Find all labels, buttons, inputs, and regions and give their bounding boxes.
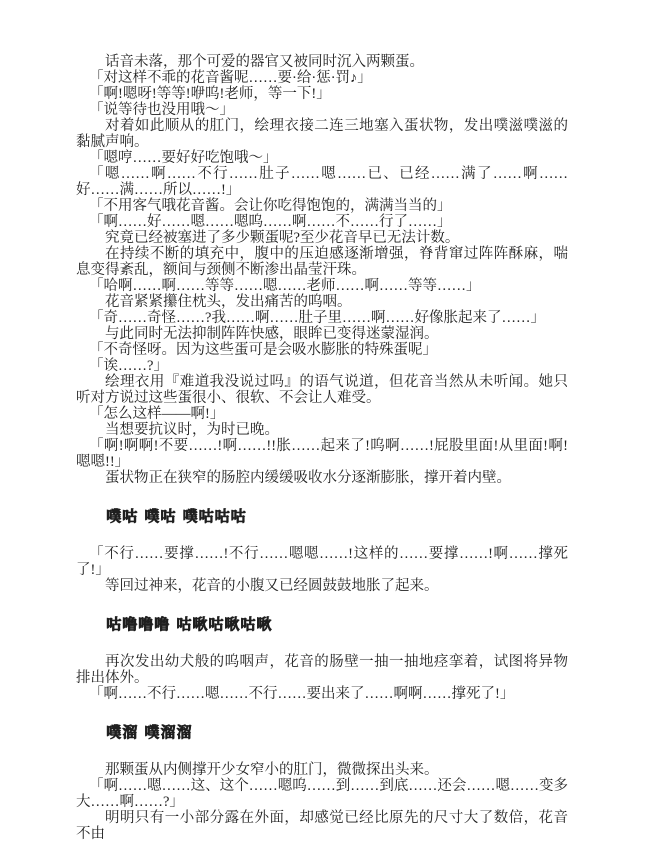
narration-paragraph: 花音紧紧攥住枕头，发出痛苦的呜咽。 (105, 294, 352, 310)
dialogue-line: 「对这样不乖的花音酱呢……要·给·惩·罚♪」 (89, 70, 372, 86)
dialogue-line: 「啊……不行……嗯……不行……要出来了……啊啊……撑死了!」 (89, 686, 515, 702)
narration-paragraph: 那颗蛋从内侧撑开少女窄小的肛门，微微探出头来。 (105, 762, 439, 778)
narration-paragraph: 当想要抗议时，为时已晚。 (105, 422, 279, 438)
dialogue-line: 「啊!啊啊!不要……!啊……!!胀……起来了!呜啊……!屁股里面!从里面!啊!嗯嗯!!」 (76, 438, 568, 470)
dialogue-line: 「说等待也没用哦～」 (89, 102, 235, 118)
narration-paragraph: 对着如此顺从的肛门，绘理衣接二连三地塞入蛋状物，发出噗滋噗滋的黏腻声响。 (76, 118, 568, 150)
dialogue-line: 「不行……要撑……!不行……嗯嗯……!这样的……要撑……!啊……撑死了!」 (76, 546, 568, 578)
narration-paragraph: 话音未落，那个可爱的器官又被同时沉入两颗蛋。 (105, 54, 424, 70)
narration-paragraph: 绘理衣用『难道我没说过吗』的语气说道，但花音当然从未听闻。她只听对方说过这些蛋很小、很软、不会让人难受。 (76, 374, 568, 406)
narration-paragraph: 在持续不断的填充中，腹中的压迫感逐渐增强，脊背窜过阵阵酥麻，喘息变得紊乱，额间与颈侧不断渗出晶莹汗珠。 (76, 246, 568, 278)
dialogue-line: 「啊!嗯呀!等等!咿呜!老师，等一下!」 (89, 86, 331, 102)
sfx-line: 噗溜 噗溜溜 (106, 723, 193, 741)
narration-paragraph: 等回过神来，花音的小腹又已经圆鼓鼓地胀了起来。 (105, 578, 439, 594)
narration-paragraph: 与此同时无法抑制阵阵快感，眼眸已变得迷蒙湿润。 (105, 326, 439, 342)
dialogue-line: 「嗯哼……要好好吃饱哦～」 (89, 150, 278, 166)
dialogue-line: 「诶……?」 (89, 358, 168, 374)
sfx-line: 噗咕 噗咕 噗咕咕咕 (106, 507, 247, 525)
dialogue-line: 「怎么这样——啊!」 (89, 406, 225, 422)
dialogue-line: 「哈啊……啊……等等……嗯……老师……啊……等等……」 (89, 278, 481, 294)
dialogue-line: 「嗯……啊……不行……肚子……嗯……已、已经……满了……啊……好……满……所以……!」 (76, 166, 568, 198)
dialogue-line: 「不用客气哦花音酱。会让你吃得饱饱的，满满当当的」 (89, 198, 452, 214)
narration-paragraph: 再次发出幼犬般的呜咽声，花音的肠壁一抽一抽地痉挛着，试图将异物排出体外。 (76, 654, 568, 686)
dialogue-line: 「啊……嗯……这、这个……嗯呜……到……到底……还会……嗯……变多大……啊……?」 (76, 778, 568, 810)
dialogue-line: 「啊……好……嗯……嗯呜……啊……不……行了……」 (89, 214, 452, 230)
sfx-line: 咕噜噜噜 咕啾咕啾咕啾 (106, 615, 273, 633)
narration-paragraph: 明明只有一小部分露在外面，却感觉已经比原先的尺寸大了数倍，花音不由 (76, 810, 568, 842)
dialogue-line: 「奇……奇怪……?我……啊……肚子里……啊……好像胀起来了……」 (89, 310, 545, 326)
dialogue-line: 「不奇怪呀。因为这些蛋可是会吸水膨胀的特殊蛋呢」 (89, 342, 438, 358)
narration-paragraph: 蛋状物正在狭窄的肠腔内缓缓吸收水分逐渐膨胀，撑开着内壁。 (105, 470, 511, 486)
narration-paragraph: 究竟已经被塞进了多少颗蛋呢?至少花音早已无法计数。 (105, 230, 460, 246)
